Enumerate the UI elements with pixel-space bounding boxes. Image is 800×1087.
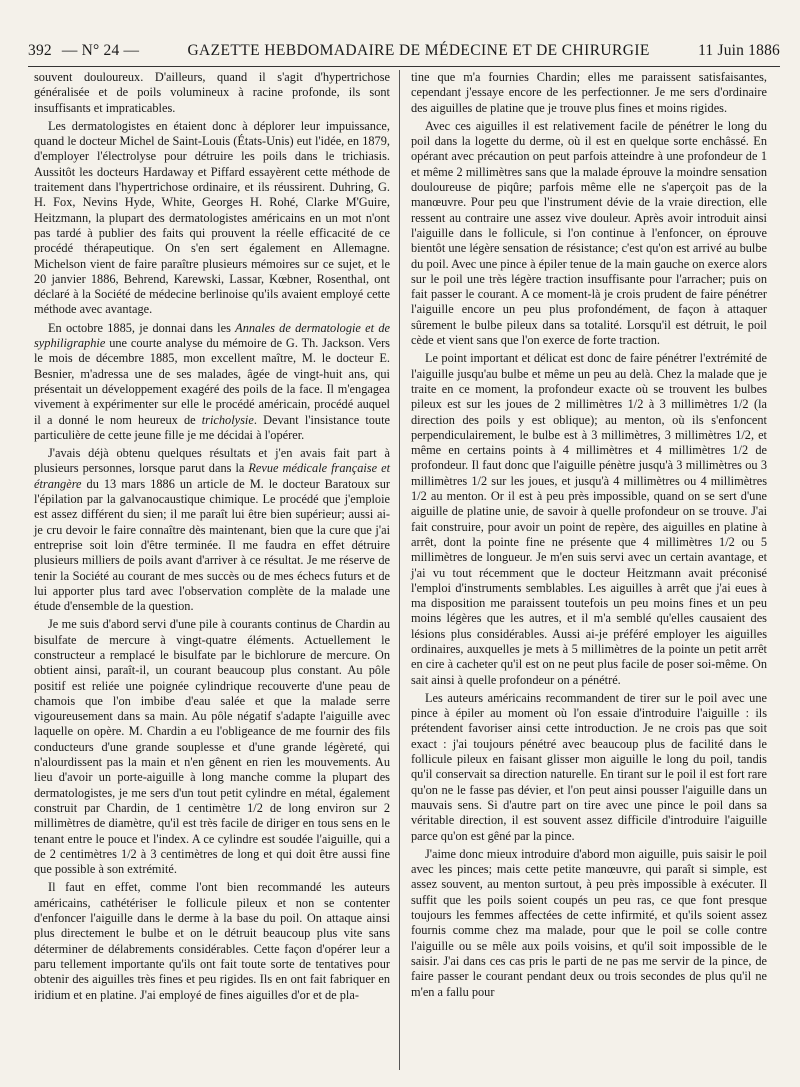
paragraph (34, 880, 390, 1002)
column-divider (399, 70, 400, 1070)
paragraph (411, 847, 767, 1000)
page-number: 392 (28, 42, 52, 59)
italic-text: Annales de dermatologie et de syphiligraphie (34, 320, 390, 351)
paragraph-text: En octobre 1885, je donnai dans les (48, 320, 236, 335)
paragraph (34, 446, 390, 614)
paragraph-text: une courte analyse du mémoire de G. Th. Jackson. Vers le mois de décembre 1885, mon excellent maître, M. le docteur E. Besnier, m'adressa une de ses malades, âgée de vingt-huit ans, qui présentait un développement exagéré des poils de la face. Il m'engagea vivement à expérimenter sur elle le procédé américain, procédé auquel il a donné le nom heureux de (34, 336, 390, 427)
paragraph-text: du 13 mars 1886 un article de M. le docteur Baratoux sur l'épilation par la galvanocaustique chimique. Le procédé que j'emploie est assez différent du sien; il me paraît lui être bien supérieur; aussi ai-je cru devoir le faire connaître dès maintenant, bien que la cure que j'ai entreprise soit loin d'être terminée. Il me faudra en effet détruire plusieurs milliers de poils avant d'arriver à ce résultat. Je me réserve de tenir la Société au courant de mes succès ou de mes échecs futurs et de lui apporter plus tard avec l'observation complète de la malade une étude d'ensemble de la question. (34, 476, 390, 614)
paragraph (411, 691, 767, 844)
paragraph-text: souvent douloureux. D'ailleurs, quand il s'agit d'hypertrichose généralisée et de poils volumineux à racine profonde, ils sont insuffisants et impraticables. (34, 70, 390, 115)
issue-number: — N° 24 — (61, 42, 140, 59)
page-header (28, 42, 780, 64)
italic-text: Revue médicale française et étrangère (34, 461, 390, 491)
paragraph (34, 617, 390, 877)
issue-date: 11 Juin 1886 (698, 42, 780, 59)
paragraph (34, 321, 390, 443)
paragraph-text: . Devant l'insistance toute particulière de cette jeune fille je me décidai à l'opérer. (34, 412, 390, 442)
left-column (34, 70, 390, 1003)
header-rule (28, 66, 780, 67)
paragraph (34, 70, 390, 116)
paragraph-text: Le point important et délicat est donc de faire pénétrer l'extrémité de l'aiguille jusqu'au bulbe et même un peu au delà. Chez la malade que je traite en ce moment, la profondeur exacte où se trouvent les bulbes pileux est sur les joues de 2 millimètres 1/2 à 3 millimètres 1/2 (la direction des poils y est oblique); au menton, où ils s'enfoncent perpendiculairement, le bulbe est à 3 millimètres, 3 millimètres 1/2, et même en certains points à 4 millimètres et 4 millimètres 1/2 de profondeur. Il faut donc que l'aiguille pénètre jusqu'à 3 millimètres ou 3 millimètres 1/2 sur les joues, et jusqu'à 4 millimètres ou 4 millimètres 1/2 au menton. Or il est à peu près impossible, quand on se sert d'une aiguille de platine unie, de savoir à quelle profondeur on se trouve. J'ai fait construire, pour avoir un point de repère, des aiguilles en platine à arrêt, dont la pointe fine ne présente que 4 millimètres 1/2 ou 5 millimètres de longueur. Je m'en suis servi avec un certain avantage, et j'ai vu tout récemment que le docteur Heitzmann avait préconisé l'emploi d'instruments semblables. Les aiguilles à arrêt que j'ai eues à ma disposition me paraissent toutefois un peu moins fines et un peu moins légères que les autres, et il m'a semblé qu'elles causaient des lésions plus considérables. Aussi ai-je préféré employer les aiguilles ordinaires, auxquelles je mets à 5 millimètres de la pointe un petit arrêt en cire à cacheter qu'il est on ne peut plus facile de poser soi-même. On sait ainsi à quelle profondeur on a pénétré. (411, 351, 767, 687)
paragraph-text: Je me suis d'abord servi d'une pile à courants continus de Chardin au bisulfate de mercure à vingt-quatre éléments. Actuellement le constructeur a remplacé le bisulfate par le bichlorure de mercure. On obtient ainsi, paraît-il, un courant beaucoup plus constant. Au pôle positif est reliée une poignée cylindrique recouverte d'une peau de chamois que l'on imbibe d'eau salée et que la malade serre vigoureusement dans sa main. Au pôle négatif s'adapte l'aiguille avec laquelle on opère. M. Chardin a eu l'obligeance de me fournir des fils conducteurs d'une grande souplesse et d'une grande légèreté, qui n'alourdissent pas la main et n'en gênent en rien les mouvements. Au lieu d'avoir un porte-aiguille à long manche comme la plupart des dermatologistes, je me sers d'un tout petit cylindre en métal, également construit par Chardin, de 1 centimètre 1/2 de long environ sur 2 millimètres de diamètre, qu'il est très facile de diriger en tous sens en le tenant entre le pouce et l'index. A ce cylindre est soudée l'aiguille, qui a de 2 centimètres 1/2 à 3 centimètres de long et qui doit être aussi fine que possible à son extrémité. (34, 617, 390, 877)
paragraph-text: Avec ces aiguilles il est relativement facile de pénétrer le long du poil dans la logette du derme, où il est en quelque sorte enchâssé. En opérant avec précaution on peut parfois atteindre à une profondeur de 1 et même 2 millimètres sans que la malade éprouve la moindre sensation douloureuse de piqûre; parfois même elle ne s'aperçoit pas de la manœuvre. Pour peu que l'instrument dévie de la vraie direction, elle ressent au contraire une assez vive douleur. Après avoir introduit ainsi l'aiguille dans le follicule, si l'on continue à l'enfoncer, on éprouve bientôt une légère sensation de résistance; c'est qu'on est arrivé au bulbe du poil. Avec une pince à épiler tenue de la main gauche on exerce alors sur le poil une très légère traction insuffisante pour l'arracher; puis on fait passer le courant. A ce moment-là je crois prudent de faire pénétrer l'aiguille encore un peu plus profondément, de façon à attaquer sûrement le bulbe pileux dans sa totalité. Lorsqu'il est détruit, le poil cède et vient sans que l'on exerce de forte traction. (411, 118, 767, 348)
paragraph (34, 119, 390, 318)
paragraph (411, 119, 767, 348)
paragraph (411, 351, 767, 688)
paragraph-text: Il faut en effet, comme l'ont bien recommandé les auteurs américains, cathétériser le follicule pileux et non se contenter d'enfoncer l'aiguille dans le derme à la base du poil. On attaque ainsi plus directement le bulbe et on le détruit beaucoup plus vite sans déterminer de délabrements considérables. Cette façon d'opérer leur a paru tellement importante qu'ils ont fait toute sorte de tentatives pour obtenir des aiguilles très fines et peu rigides. Ils en ont fait fabriquer en iridium et en platine. J'ai employé de fines aiguilles d'or et de pla- (34, 880, 390, 1002)
paragraph-text: J'aime donc mieux introduire d'abord mon aiguille, puis saisir le poil avec les pinces; mais cette petite manœuvre, qui paraît si simple, est assez souvent, au menton surtout, à peu près impossible à exécuter. Il suffit que les poils soient coupés un peu ras, ce que font presque toujours les femmes affectées de cette infirmité, et qu'ils soient assez fournis comme chez ma malade, pour que le poil se colle contre l'aiguille ou se mêle aux poils voisins, et qu'il soit impossible de le saisir. J'ai dans ces cas pris le parti de ne pas me servir de la pince, de faire passer le courant pendant deux ou trois secondes de plus qu'il ne m'en a fallu pour (411, 846, 767, 999)
paragraph (411, 70, 767, 116)
paragraph-text: J'avais déjà obtenu quelques résultats et j'en avais fait part à plusieurs personnes, lorsque parut dans la (34, 446, 390, 476)
paragraph-text: Les auteurs américains recommandent de tirer sur le poil avec une pince à épiler au moment où l'on essaie d'introduire l'aiguille : ils prétendent favoriser ainsi cette introduction. Je ne crois pas que soit exact : j'ai toujours pénétré avec beaucoup plus de facilité dans le follicule pileux en faisant glisser mon aiguille le long du poil, tandis qu'il conservait sa direction naturelle. En tirant sur le poil il est fort rare qu'on ne le fasse pas dévier, et l'on peut ainsi pousser l'aiguille dans un mauvais sens. Si d'autre part on tire avec une pince le poil dans sa véritable direction, il est souvent assez difficile d'introduire l'aiguille parce qu'on est gêné par la pince. (411, 690, 767, 843)
journal-title: GAZETTE HEBDOMADAIRE DE MÉDECINE ET DE CHIRURGIE (187, 42, 650, 59)
right-column (411, 70, 767, 1000)
paragraph-text: Les dermatologistes en étaient donc à déplorer leur impuissance, quand le docteur Michel de Saint-Louis (États-Unis) eut l'idée, en 1879, d'employer l'électrolyse pour détruire les poils dans le trichiasis. Aussitôt les docteurs Hardaway et Piffard essayèrent cette méthode de traitement dans l'hypertrichose ordinaire, et ils réussirent. Duhring, G. H. Fox, Nevins Hyde, White, Georges H. Rohé, Clarke M'Guire, Heitzmann, la plupart des dermatologistes américains en un mot n'ont pas tardé à publier des faits qui prouvent la réelle efficacité de ce procédé thérapeutique. On s'en sert également en Allemagne. Michelson vient de faire paraître plusieurs mémoires sur ce sujet, et le 20 janvier 1886, Behrend, Karewski, Lassar, Kœbner, Rosenthal, ont déclaré à la Société de médecine berlinoise qu'ils avaient employé cette méthode avec avantage. (34, 118, 390, 317)
header-left (28, 42, 139, 60)
italic-text: tricholysie (201, 412, 254, 427)
paragraph-text: tine que m'a fournies Chardin; elles me paraissent satisfaisantes, cependant j'essaye encore de les perfectionner. Je me sers d'ordinaire des aiguilles de platine que je trouve plus fines et moins rigides. (411, 70, 767, 115)
